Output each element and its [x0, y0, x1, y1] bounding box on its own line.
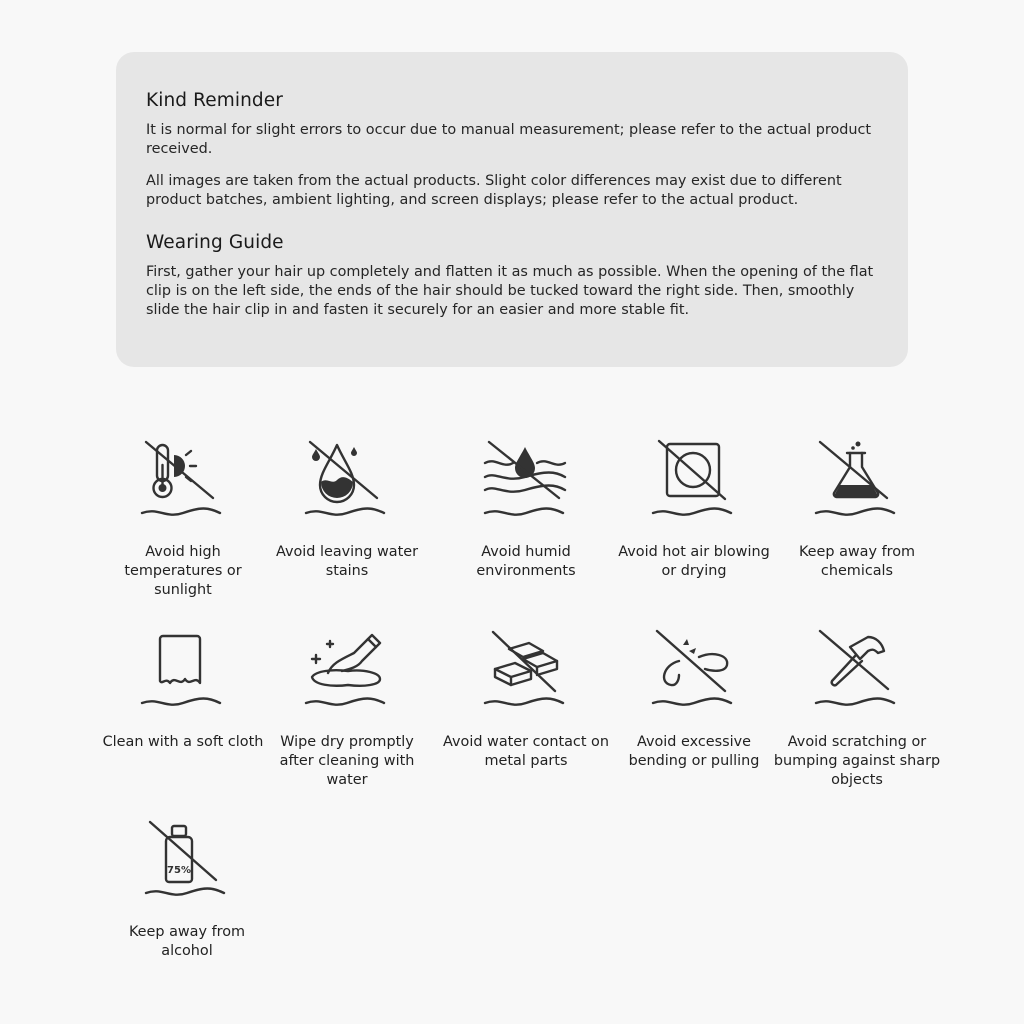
no-water-drop-icon: [302, 435, 392, 525]
care-item-humid: [441, 435, 611, 581]
no-humidity-icon: [481, 435, 571, 525]
care-item-wipe-dry: [262, 625, 432, 790]
no-alcohol-bottle-icon: [142, 815, 232, 905]
care-label: Avoid water contact on metal parts: [443, 734, 609, 769]
care-item-bending: [609, 625, 779, 771]
wipe-dry-hand-icon: [302, 625, 392, 715]
no-chemical-flask-icon: [812, 435, 902, 525]
kind-reminder-title: Kind Reminder: [146, 90, 283, 111]
wearing-guide-paragraph: First, gather your hair up completely and flatten it as much as possible. When the opening of the flat clip is on the left side, the ends of the hair should be tucked toward the right side. Then, smoothly slide the hair clip in and fasten it securely for an easier and more stable fit.: [146, 264, 874, 318]
no-thermometer-sun-icon: [138, 435, 228, 525]
care-label: Wipe dry promptly after cleaning with water: [279, 734, 415, 788]
care-label: Avoid high temperatures or sunlight: [124, 544, 242, 598]
no-hammer-icon: [812, 625, 902, 715]
care-item-alcohol: [102, 815, 272, 961]
care-label: Avoid hot air blowing or drying: [618, 544, 770, 579]
care-label: Avoid scratching or bumping against sharp objects: [773, 734, 941, 788]
care-item-soft-cloth: [98, 625, 268, 752]
kind-reminder-paragraph-2: All images are taken from the actual products. Slight color differences may exist due to different product batches, ambient lighting, and screen displays; please refer to the actual product.: [146, 173, 842, 208]
care-item-metal-parts: [441, 625, 611, 771]
kind-reminder-paragraph-1: It is normal for slight errors to occur due to manual measurement; please refer to the actual product received.: [146, 122, 872, 157]
no-tumble-dry-icon: [649, 435, 739, 525]
care-item-chemicals: [772, 435, 942, 581]
care-item-high-temperature: [98, 435, 268, 600]
care-item-sharp-objects: [772, 625, 942, 790]
care-label: Clean with a soft cloth: [102, 734, 264, 750]
no-metal-bars-icon: [481, 625, 571, 715]
no-bending-icon: [649, 625, 739, 715]
care-item-hot-air: [609, 435, 779, 581]
wearing-guide-title: Wearing Guide: [146, 232, 284, 253]
care-item-water-stains: [262, 435, 432, 581]
care-label: Keep away from chemicals: [798, 544, 916, 579]
care-label: Avoid leaving water stains: [275, 544, 419, 579]
alcohol-percent-label: 75%: [167, 865, 191, 876]
care-label: Keep away from alcohol: [128, 924, 246, 959]
soft-cloth-icon: [138, 625, 228, 715]
care-label: Avoid excessive bending or pulling: [628, 734, 760, 769]
care-label: Avoid humid environments: [476, 544, 576, 579]
